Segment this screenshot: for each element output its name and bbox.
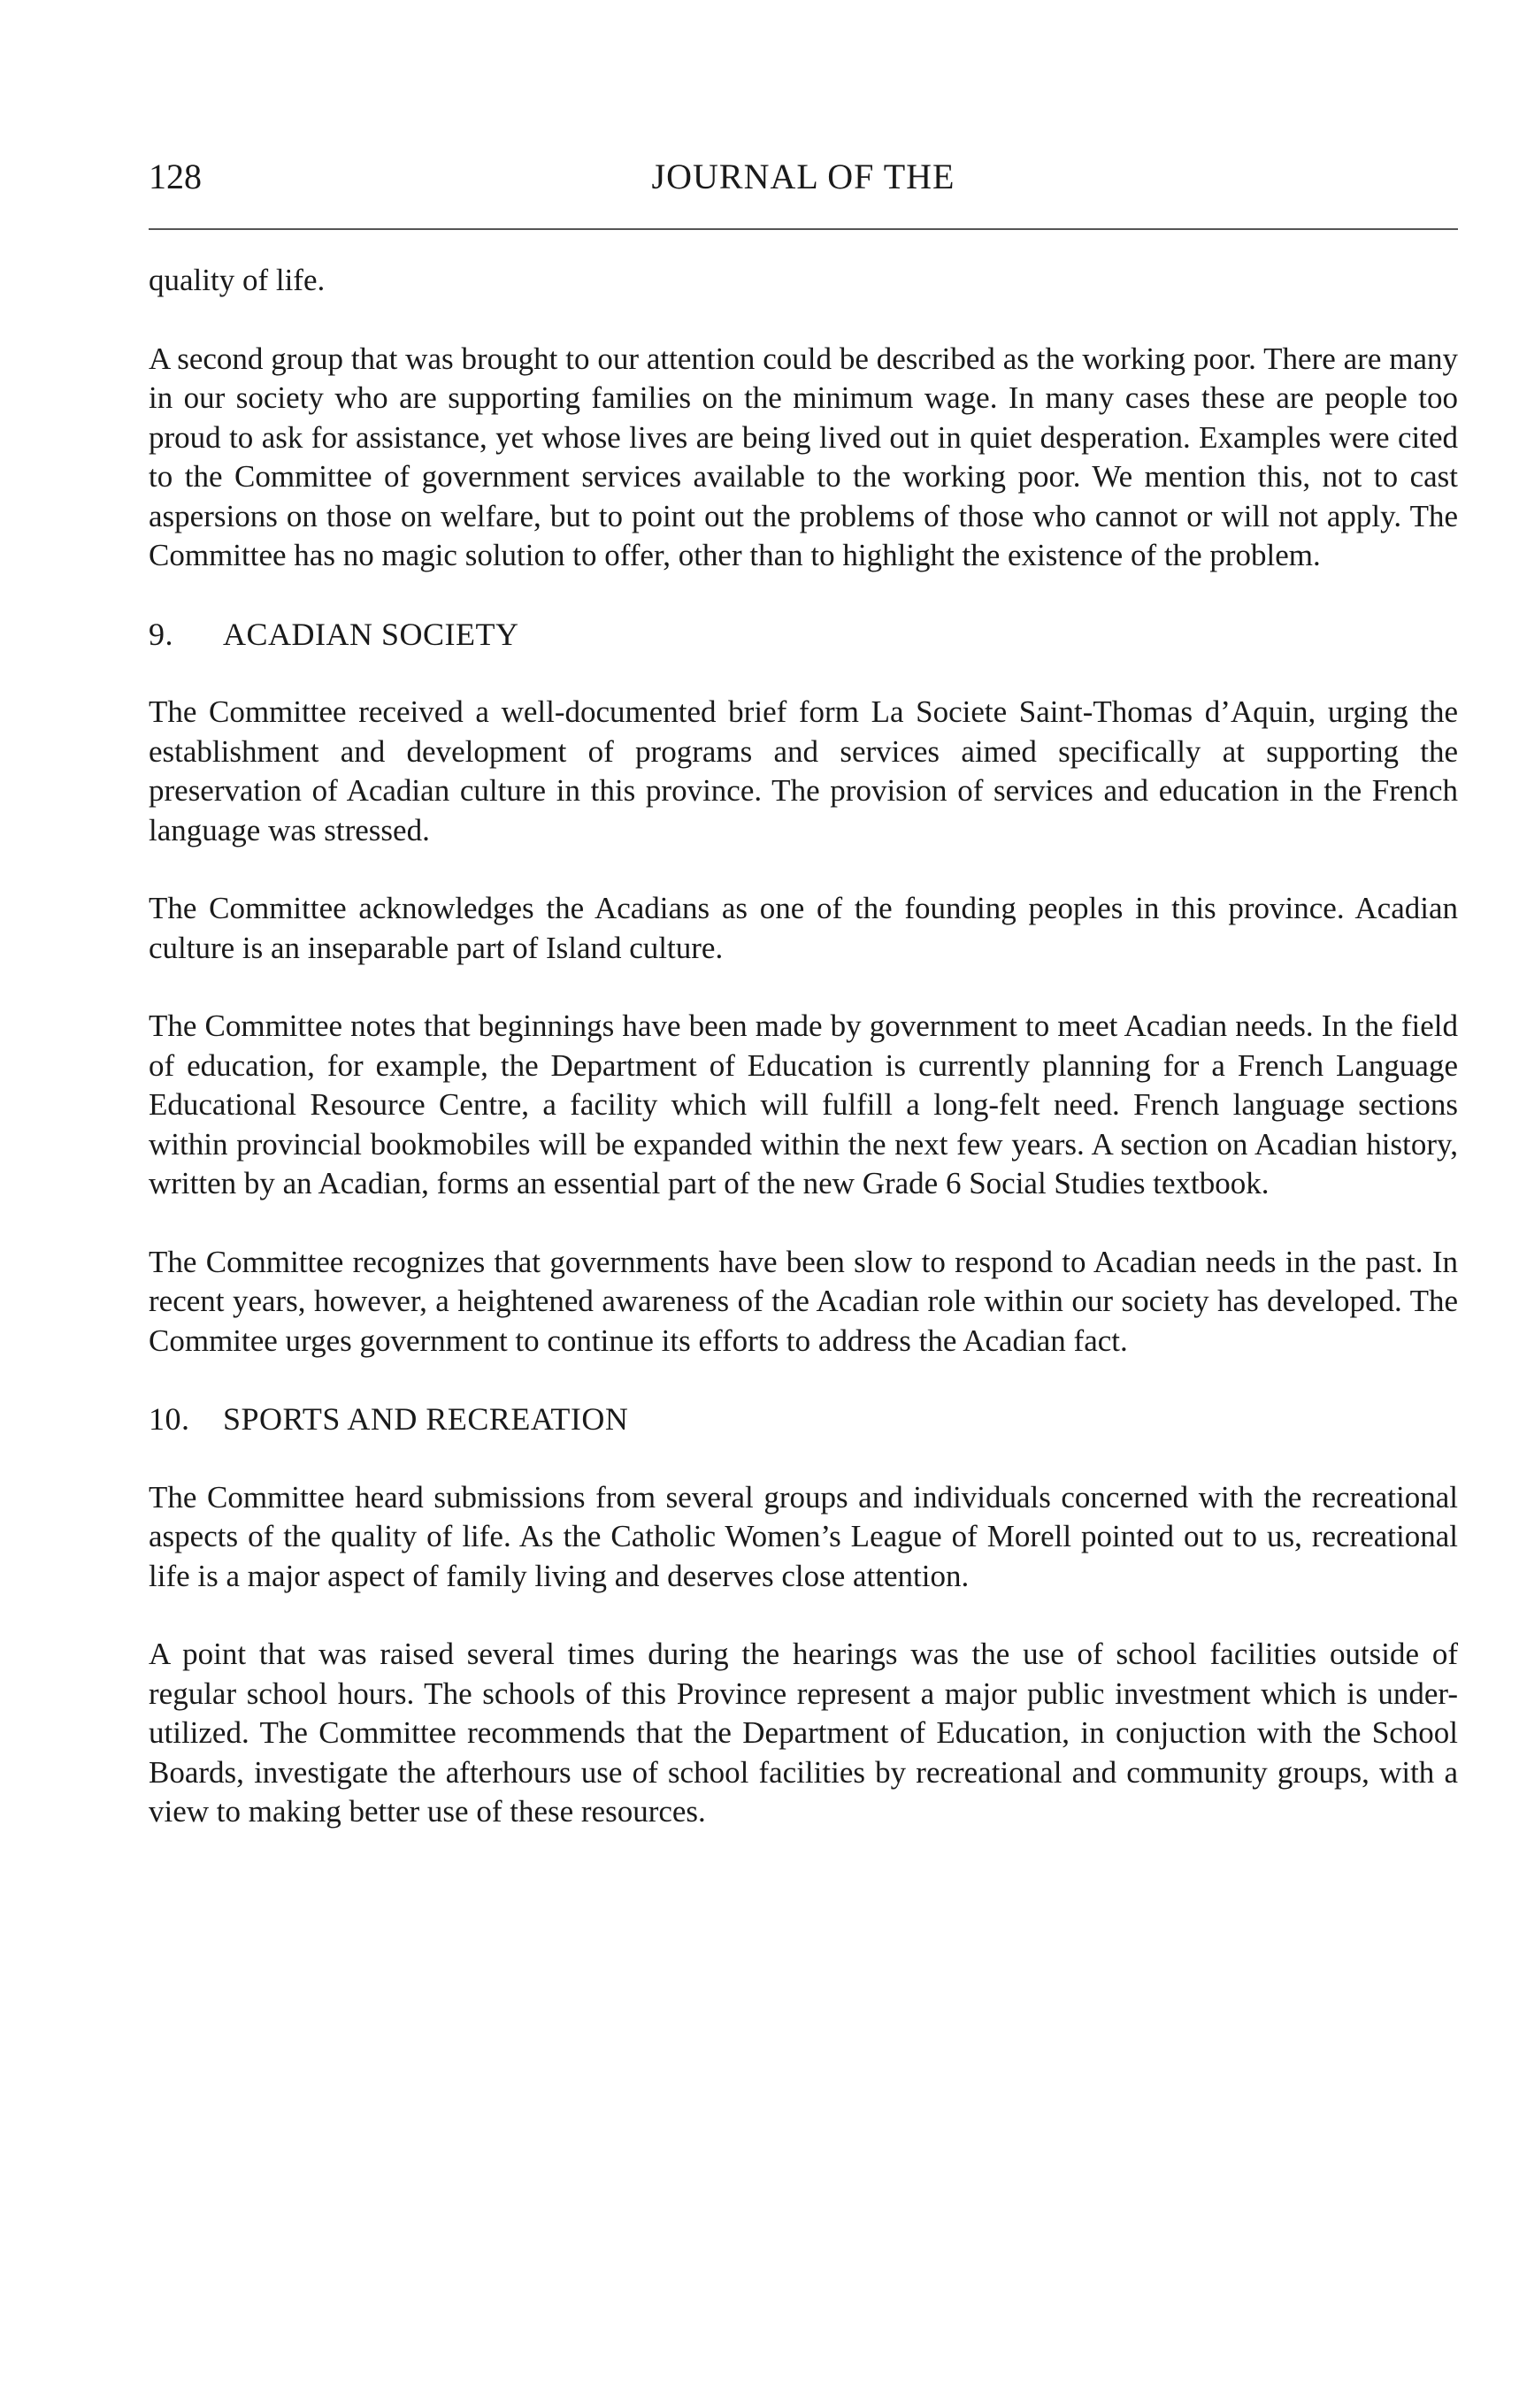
document-page (149, 150, 1458, 1829)
running-title: JOURNAL OF THE (651, 157, 955, 196)
section-number: 10. (149, 1401, 190, 1437)
section-number: 9. (149, 616, 173, 652)
paragraph: A second group that was brought to our attention could be described as the working poor. There are many in our society who are supporting families on the minimum wage. In many cases these are people too proud to ask for assistance, yet whose lives are being lived out in quiet desperation. Examples were cited to the Committee of government services available to the working poor. We mention this, not to cast aspersions on those on welfare, but to point out the problems of those who cannot or will not apply. The Committee has no magic solution to offer, other than to highlight the existence of the problem. (149, 341, 1458, 572)
paragraph: quality of life. (149, 263, 326, 297)
section-heading-acadian-society (149, 615, 1458, 655)
paragraph: The Committee received a well-documented brief form La Societe Saint-Thomas d’Aquin, urging the establishment and development of programs and services aimed specifically at supporting the preservation of Acadian culture in this province. The provision of services and education in the French language was stressed. (149, 694, 1458, 847)
page-header (149, 150, 1458, 212)
page-number: 128 (149, 157, 202, 196)
paragraph: A point that was raised several times during the hearings was the use of school facilities outside of regular school hours. The schools of this Province represent a major public investment which is under-utilized. The Committee recommends that the Department of Education, in conjuction with the School Boards, investigate the afterhours use of school facilities by recreational and community groups, with a view to making better use of these resources. (149, 1637, 1458, 1829)
section-heading-sports-and-recreation (149, 1400, 1458, 1439)
paragraph: The Committee heard submissions from several groups and individuals concerned with the recreational aspects of the quality of life. As the Catholic Women’s League of Morell pointed out to us, recreational life is a major aspect of family living and deserves close attention. (149, 1479, 1458, 1593)
section-title: ACADIAN SOCIETY (223, 616, 519, 652)
paragraph: The Committee notes that beginnings have been made by government to meet Acadian needs. In the field of education, for example, the Department of Education is currently planning for a French Language Educational Resource Centre, a facility which will fulfill a long-felt need. French language sections within provincial bookmobiles will be expanded within the next few years. A section on Acadian history, written by an Acadian, forms an essential part of the new Grade 6 Social Studies textbook. (149, 1008, 1458, 1200)
paragraph: The Committee recognizes that governments have been slow to respond to Acadian needs in the past. In recent years, however, a heightened awareness of the Acadian role within our society has developed. The Commitee urges government to continue its efforts to address the Acadian fact. (149, 1244, 1458, 1358)
section-title: SPORTS AND RECREATION (223, 1401, 629, 1437)
body-text (149, 261, 1458, 1871)
header-rule (149, 228, 1458, 230)
paragraph: The Committee acknowledges the Acadians as one of the founding peoples in this province. Acadian culture is an inseparable part of Island culture. (149, 891, 1458, 965)
